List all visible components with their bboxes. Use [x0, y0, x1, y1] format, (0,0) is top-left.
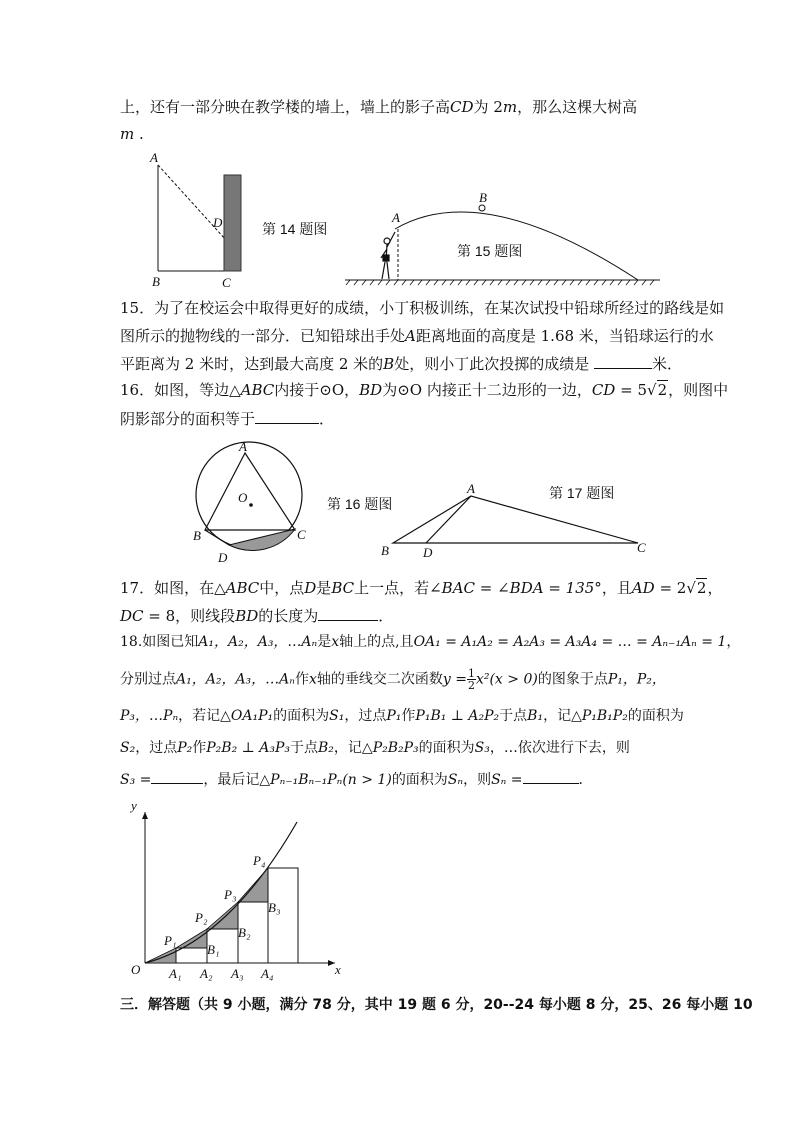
y-axis-arrow — [142, 812, 148, 819]
fig14-caption: 第 14 题图 — [262, 221, 328, 237]
fig18-label-b1: B₁ — [207, 942, 220, 957]
fig18-label-b2: B₂ — [238, 925, 251, 940]
q16-line1: 16．如图，等边△ABC内接于⊙O，BD为⊙O 内接正十二边形的一边，CD = 5√2，则图中 — [120, 381, 729, 399]
q18-line2: 分别过点A₁，A₂，A₃，…Aₙ作x轴的垂线交二次函数y = $\frac{1}{2}$ x²(x > 0)的图象于点P₁，P₂， — [120, 667, 666, 692]
fig16-caption: 第 16 题图 — [327, 496, 393, 512]
triangle-s1 — [145, 948, 176, 963]
triangle-s2 — [176, 929, 207, 948]
fig17-label-b: B — [381, 543, 389, 558]
q15-line3: 平距离为 2 米时，达到最大高度 2 米的B处，则小丁此次投掷的成绩是 米． — [120, 355, 683, 373]
fig14-label-c: C — [222, 275, 231, 290]
fig17-label-a: A — [467, 481, 475, 496]
fig14-label-b: B — [152, 274, 160, 289]
q18-line3: P₃，…Pₙ，若记△OA₁P₁的面积为S₁，过点P₁作P₁B₁ ⊥ A₂P₂于点B₁，记△P₁B₁P₂的面积为 — [120, 708, 684, 724]
q14-text-line1: 上，还有一部分映在教学楼的墙上，墙上的影子高CD为 2m，那么这棵大树高 — [120, 98, 638, 116]
triangle-s3 — [207, 902, 238, 929]
q15-line2: 图所示的抛物线的一部分．已知铅球出手处A距离地面的高度是 1.68 米，当铅球运行的水 — [120, 327, 714, 345]
fig16-label-b: B — [193, 528, 201, 543]
fig18-label-x: x — [335, 962, 341, 977]
q17-line1: 17．如图，在△ABC中，点D是BC上一点，若∠BAC = ∠BDA = 135°，且AD = 2√2， — [120, 579, 723, 597]
q18-line4: S₂，过点P₂作P₂B₂ ⊥ A₃P₃于点B₂，记△P₂B₂P₃的面积为S₃，…依次进行下去，则 — [120, 740, 630, 756]
fig18-label-p3: P₃ — [224, 887, 237, 902]
fig18-label-a3: A₃ — [231, 966, 244, 981]
q17-line2: DC = 8，则线段BD的长度为 ． — [120, 607, 394, 625]
fig15-label-a: A — [392, 210, 400, 225]
fig16-label-a: A — [239, 439, 247, 454]
fig17-label-c: C — [637, 540, 646, 555]
fig14-label-a: A — [150, 150, 158, 165]
x-axis-arrow — [328, 960, 335, 966]
fig18-label-p4: P₄ — [253, 853, 266, 868]
fig16-label-o: O — [238, 490, 248, 505]
q16-line2: 阴影部分的面积等于 ． — [120, 410, 335, 428]
fig16-label-d: D — [218, 550, 228, 565]
fig14-label-d: D — [213, 215, 223, 230]
section-3-heading: 三．解答题（共 9 小题，满分 78 分，其中 19 题 6 分，20--24 每小题 8 分，25、26 每小题 10 — [120, 997, 753, 1013]
fig18-label-a2: A₂ — [200, 966, 213, 981]
fig15-caption: 第 15 题图 — [457, 243, 523, 259]
fig18-label-y: y — [131, 798, 137, 813]
fig18-label-p1: P₁ — [164, 933, 177, 948]
fig17-label-d: D — [423, 545, 433, 560]
fig18-label-p2: P₂ — [195, 910, 208, 925]
q15-line1: 15．为了在校运会中取得更好的成绩，小丁积极训练，在某次试投中铅球所经过的路线是如 — [120, 299, 725, 317]
q18-line1: 18.如图已知A₁，A₂，A₃，…Aₙ是x轴上的点,且OA₁ = A₁A₂ = A₂A₃ = A₃A₄ = … = Aₙ₋₁Aₙ = 1， — [120, 634, 741, 650]
q14-text-line2: m . — [120, 125, 144, 143]
fig16-label-c: C — [297, 527, 306, 542]
fraction-one-half: $\frac{1}{2}$ — [467, 667, 475, 692]
fig18-label-a4: A₄ — [261, 966, 274, 981]
q18-line5: S₃ = ，最后记△Pₙ₋₁Bₙ₋₁Pₙ(n > 1)的面积为Sₙ，则Sₙ = ． — [120, 768, 593, 790]
fig18-label-b3: B₃ — [268, 900, 281, 915]
fig17-caption: 第 17 题图 — [549, 485, 615, 501]
fig15-label-b: B — [479, 190, 487, 205]
fig18-label-a1: A₁ — [169, 966, 182, 981]
fig18-label-o: O — [131, 962, 141, 977]
